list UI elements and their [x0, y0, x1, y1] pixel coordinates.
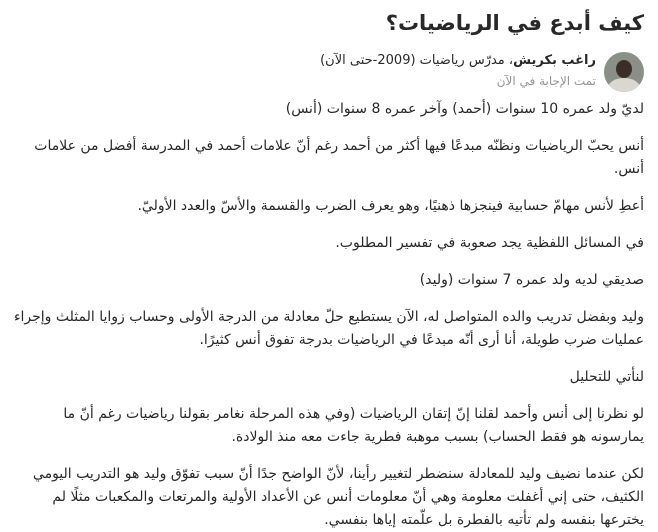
answer-paragraph: أنس يحبّ الرياضيات ونظنّه مبدعًا فيها أكثر من أحمد رغم أنّ علامات أحمد في المدرسة أفضل من علامات أنس.	[34, 138, 644, 177]
answer-paragraph: أعطِ لأنس مهامّ حسابية فينجزها ذهنيًا، وهو يعرف الضرب والقسمة والأسّ والعدد الأوليّ.	[137, 198, 644, 214]
author-credential[interactable]: مدرّس رياضيات (2009-حتى الآن)	[320, 53, 509, 68]
answer-paragraph: في المسائل اللفظية يجد صعوبة في تفسير المطلوب.	[335, 235, 644, 251]
answered-timestamp[interactable]: تمت الإجابة في الآن	[496, 74, 596, 88]
answer-body	[12, 98, 644, 532]
avatar-shirt	[608, 78, 640, 92]
avatar-face	[616, 60, 632, 78]
author-avatar[interactable]	[604, 52, 644, 92]
answer-paragraph: لنأتي للتحليل	[569, 369, 644, 385]
answer-paragraph: صديقي لديه ولد عمره 7 سنوات (وليد)	[419, 272, 644, 288]
answer-header	[12, 52, 644, 96]
question-title[interactable]: كيف أبدع في الرياضيات؟	[385, 11, 644, 35]
author-block	[320, 52, 596, 90]
answer-paragraph: لو نظرنا إلى أنس وأحمد لقلنا إنّ إتقان الرياضيات (وفي هذه المرحلة نغامر بقولنا رياضيات رغم أنّ ما يمارسونه هو فقط الحساب) بسبب موهبة فطرية جاءت معه منذ الولادة.	[63, 406, 644, 445]
author-name[interactable]: راغب بكريش	[513, 53, 596, 68]
answer-paragraph: لكن عندما نضيف وليد للمعادلة سنضطر لتغيير رأينا، لأنّ الواضح جدًا أنّ سبب تفوّق وليد هو التدريب اليومي الكثيف، حتى إني أغفلت معلومة وهي أنّ معلومات أنس عن الأعداد الأولية والمرتعات والمكعبات مثلًا لم يخترعها بنفسه ولم تأتيه بالفطرة بل علّمته إياها بنفسي.	[32, 466, 644, 528]
answer-paragraph: لديّ ولد عمره 10 سنوات (أحمد) وآخر عمره 8 سنوات (أنس)	[285, 101, 644, 117]
author-separator: ،	[508, 53, 514, 68]
author-line	[320, 52, 596, 70]
answer-paragraph: وليد وبفضل تدريب والده المتواصل له، الآن يستطيع حلّ معادلة من الدرجة الأولى وحساب زوايا المثلث وإجراء عمليات ضرب طويلة، أنا أرى أنّه مبدعًا في الرياضيات بدرجة تفوق أنس كثيرًا.	[13, 309, 644, 348]
